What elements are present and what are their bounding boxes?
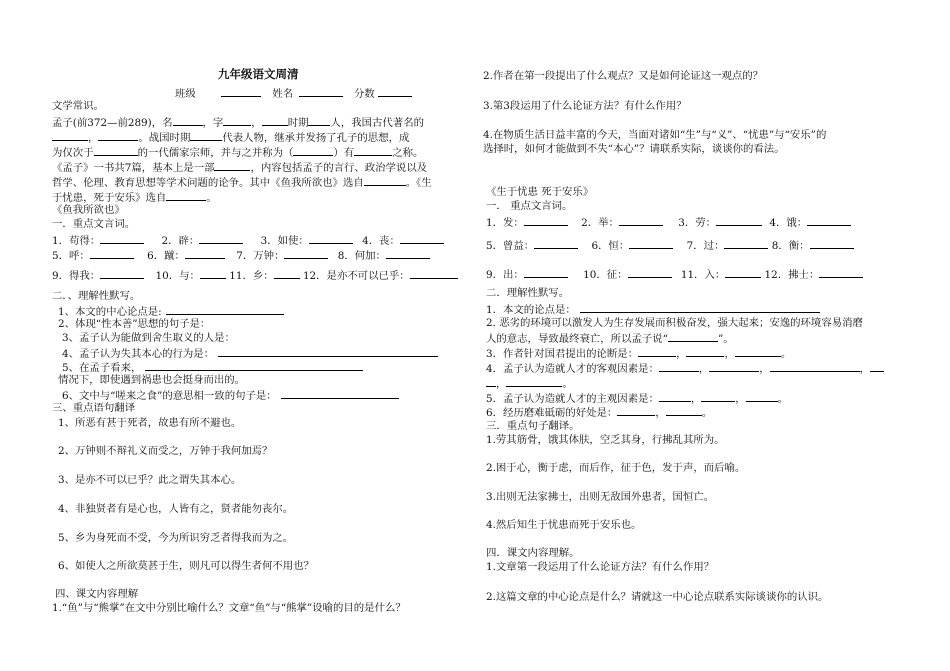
blank[interactable] — [724, 238, 768, 249]
blank[interactable] — [199, 233, 243, 244]
vocab-row: 1．发： 2．举： 3．劳： 4．饿： — [486, 215, 851, 230]
blank[interactable] — [90, 248, 134, 259]
blank[interactable] — [100, 233, 144, 244]
section-heading: 三．重点句子翻译。 — [486, 420, 580, 432]
blank[interactable] — [293, 145, 333, 156]
score-field[interactable] — [378, 86, 412, 97]
section-heading: 一．重点文言词。 — [52, 218, 136, 230]
translation-item: 4.然后知生于忧患而死于安乐也。 — [486, 519, 642, 531]
blank[interactable] — [52, 130, 88, 141]
blank[interactable] — [628, 267, 672, 278]
question: 6、文中与“嗟来之食”的意思相一致的句子是： — [62, 388, 399, 403]
text-line: 于忧患，死于安乐》选自 。 — [52, 192, 217, 204]
question: ， 。 — [486, 376, 573, 391]
question: 2.作者在第一段提出了什么观点？又是如何论证这一观点的？ — [483, 70, 764, 82]
section-heading: 三、重点语句翻译 — [52, 402, 136, 414]
blank[interactable] — [770, 361, 860, 372]
page-title: 九年级语文周清 — [218, 67, 299, 81]
question: 2.这篇文章的中心论点是什么？请就这一中心论点联系实际谈谈你的认识。 — [486, 591, 829, 603]
blank[interactable] — [701, 391, 735, 402]
blank[interactable] — [686, 346, 724, 357]
blank[interactable] — [659, 391, 691, 402]
blank[interactable] — [386, 248, 430, 259]
blank[interactable] — [94, 145, 138, 156]
blank[interactable] — [735, 346, 781, 357]
question: 1、本文的中心论点是: — [58, 304, 284, 319]
section-heading: 一． 重点文言词。 — [486, 200, 573, 212]
answer-line[interactable] — [580, 302, 820, 313]
question: 人的意志，导致最终衰亡，所以孟子说“ ”。 — [486, 333, 734, 345]
text-line: 孟子(前372—前289)，名 ，字 ， 时期 人，我国古代著名的 — [52, 117, 424, 129]
vocab-row: 9．出： 10．征： 11．入： 12．拂士： — [486, 267, 863, 282]
blank[interactable] — [638, 346, 676, 357]
question: 3.第3段运用了什么论证方法？有什么作用？ — [483, 100, 687, 112]
blank[interactable] — [619, 215, 663, 226]
blank[interactable] — [659, 361, 699, 372]
translation-item: 1.劳其筋骨，饿其体肤，空乏其身，行拂乱其所为。 — [486, 434, 725, 446]
text-line: 《孟子》一书共7篇，基本上是一部 ，内容包括孟子的言行、政治学说以及 — [52, 162, 428, 174]
blank[interactable] — [709, 361, 759, 372]
name-field[interactable] — [299, 86, 343, 97]
question: 1.文章第一段运用了什么论证方法？有什么作用？ — [486, 561, 715, 573]
text-title: 《鱼我所欲也》 — [52, 204, 125, 216]
question: 1.“鱼”与“熊掌”在文中分别比喻什么？文章“鱼”与“熊掌”设喻的目的是什么？ — [52, 602, 406, 614]
blank[interactable] — [309, 233, 353, 244]
question: 4.在物质生活日益丰富的今天，当面对诸如“生”与“义”、“忧患”与“安乐”的 — [483, 129, 827, 141]
blank[interactable] — [819, 267, 863, 278]
blank[interactable] — [524, 267, 568, 278]
translation-item: 1、所恶有甚于死者，故患有所不避也。 — [58, 417, 242, 429]
blank[interactable] — [410, 268, 458, 279]
section-heading: 二．、理解性默写。 — [52, 290, 141, 302]
translation-item: 3.出则无法家拂士，出则无敌国外患者，国恒亡。 — [486, 491, 715, 503]
text-line: ， 。战国时期 代表人物，继承并发扬了孔子的思想，成 — [52, 130, 409, 145]
blank[interactable] — [354, 145, 392, 156]
translation-item: 6、如使人之所欲莫甚于生，则凡可以得生者何不用也？ — [58, 560, 314, 572]
blank[interactable] — [262, 115, 288, 126]
question: 5、在孟子看来， — [62, 360, 363, 375]
translation-item: 2、万钟则不辩礼义而受之，万钟于我何加焉？ — [58, 445, 273, 457]
translation-item: 2.困于心，衡于虑，而后作，征于色，发于声，而后喻。 — [486, 462, 746, 474]
question: 选择时，如何才能做到不失“本心”？请联系实际，谈谈你的看法。 — [483, 143, 785, 155]
translation-item: 4、非独贤者有是心也，人皆有之，贤者能勿丧尔。 — [58, 503, 294, 515]
blank[interactable] — [666, 405, 702, 416]
translation-item: 3、是亦不可以已乎？此之谓失其本心。 — [58, 474, 242, 486]
section-heading: 四．课文内容理解。 — [486, 547, 580, 559]
blank[interactable] — [308, 115, 330, 126]
blank[interactable] — [173, 115, 203, 126]
blank[interactable] — [746, 391, 778, 402]
question: 3．作者针对国君提出的论断是： ， ， 。 — [486, 348, 792, 360]
vocab-row: 1．苟得： 2．辟： 3．如使： 4．丧： — [52, 233, 444, 248]
question: 3、孟子认为能做到舍生取义的人是： — [62, 332, 235, 344]
blank[interactable] — [716, 215, 762, 226]
blank[interactable] — [725, 267, 761, 278]
text-title: 《生于忧患 死于安乐》 — [486, 186, 594, 198]
vocab-row: 9．得我： 10．与： 11．乡： 12．是亦不可以已乎： — [52, 268, 458, 283]
blank[interactable] — [274, 268, 300, 279]
blank[interactable] — [190, 130, 222, 141]
question: 4．孟子认为造就人才的客观因素是： ， ， ， — [486, 361, 884, 376]
blank[interactable] — [534, 238, 578, 249]
question: 5．孟子认为造就人才的主观因素是： ， ， 。 — [486, 393, 789, 405]
answer-line[interactable] — [145, 360, 363, 371]
text-line: 为仅次于 的一代儒家宗师，并与之并称为（ ）有 之称。 — [52, 147, 424, 159]
blank[interactable] — [870, 361, 884, 372]
answer-line[interactable] — [281, 388, 399, 399]
blank[interactable] — [486, 376, 496, 387]
section-heading: 二．理解性默写。 — [486, 287, 570, 299]
blank[interactable] — [166, 190, 206, 201]
blank[interactable] — [807, 215, 851, 226]
section-heading: 四、课文内容理解 — [55, 588, 139, 600]
blank[interactable] — [364, 175, 406, 186]
blank[interactable] — [524, 215, 568, 226]
question: 2. 恶劣的环境可以激发人为生存发展而积极奋发，强大起来；安逸的环境容易消磨 — [486, 317, 863, 329]
blank[interactable] — [214, 160, 250, 171]
blank[interactable] — [506, 376, 562, 387]
class-field[interactable] — [221, 86, 261, 97]
question: 1．本文的论点是： — [486, 302, 820, 317]
header-fields: 班级 姓名 分数 — [175, 86, 412, 101]
answer-line[interactable] — [668, 331, 718, 342]
answer-line[interactable] — [166, 304, 284, 315]
blank[interactable] — [100, 268, 144, 279]
question: 2、体现“性本善”思想的句子是： — [58, 318, 211, 330]
blank[interactable] — [810, 238, 854, 249]
blank[interactable] — [98, 130, 138, 141]
blank[interactable] — [223, 115, 251, 126]
section-literary: 文学常识。 — [52, 100, 104, 112]
text-line: 哲学、伦理、教育思想等学术问题的论争。其中《鱼我所欲也》选自 。《生 — [52, 177, 432, 189]
blank[interactable] — [400, 233, 444, 244]
blank[interactable] — [200, 268, 226, 279]
blank[interactable] — [629, 238, 673, 249]
answer-line[interactable] — [218, 346, 438, 357]
blank[interactable] — [617, 405, 655, 416]
vocab-row: 5．曾益： 6．恒： 7．过： 8．衡： — [486, 238, 854, 253]
question: 6．经历磨难砥砺的好处是： ， 。 — [486, 407, 713, 419]
blank[interactable] — [284, 248, 328, 259]
question: 情况下，即使遇到祸患也会挺身而出的。 — [58, 374, 246, 386]
translation-item: 5、乡为身死而不受，今为所识穷乏者得我而为之。 — [58, 532, 294, 544]
question: 4、孟子认为失其本心的行为是： — [62, 346, 438, 361]
blank[interactable] — [185, 248, 225, 259]
vocab-row: 5．呼： 6．蹴： 7．万钟： 8．何加： — [52, 248, 430, 263]
